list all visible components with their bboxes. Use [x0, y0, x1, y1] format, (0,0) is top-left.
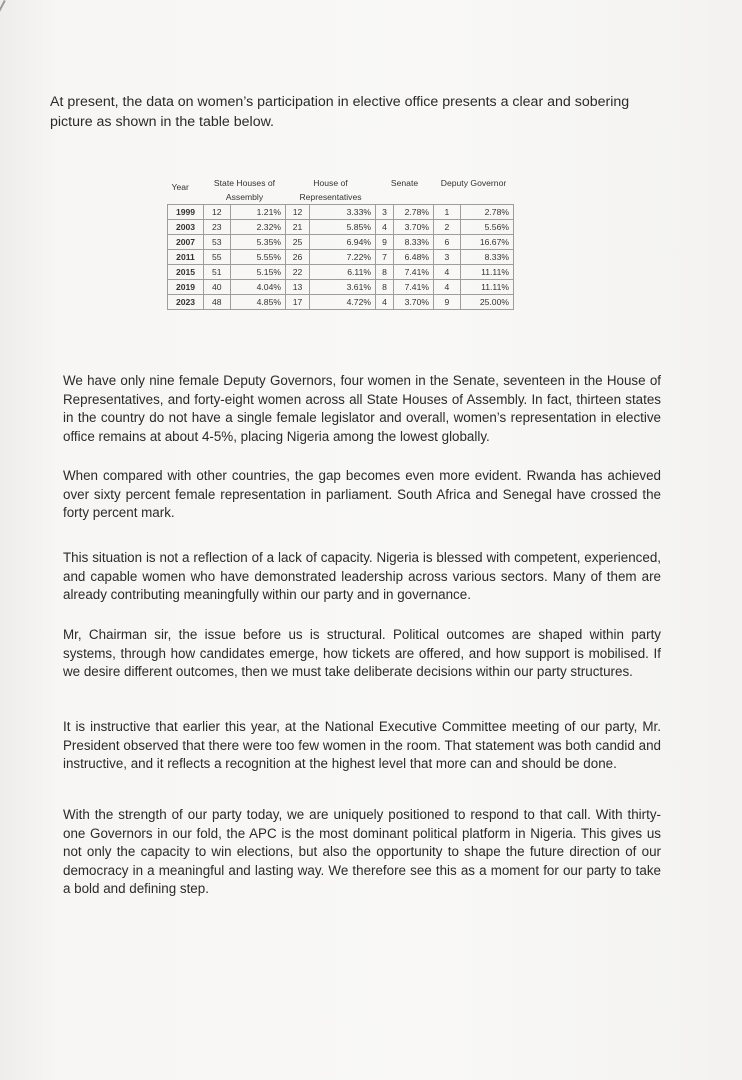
state-houses-count: 51 [204, 265, 231, 280]
senate-percent: 7.41% [394, 280, 434, 295]
house-reps-percent: 3.33% [310, 205, 376, 220]
house-reps-count: 21 [286, 220, 310, 235]
house-reps-percent: 6.94% [310, 235, 376, 250]
deputy-governor-percent: 11.11% [460, 280, 513, 295]
state-houses-percent: 1.21% [230, 205, 285, 220]
row-year: 1999 [168, 205, 204, 220]
state-houses-count: 53 [204, 235, 231, 250]
state-houses-count: 12 [204, 205, 231, 220]
state-houses-count: 55 [204, 250, 231, 265]
header-house-of-reps: House of Representatives [299, 178, 362, 202]
senate-percent: 7.41% [394, 265, 434, 280]
table-body [168, 205, 514, 310]
senate-count: 4 [376, 220, 394, 235]
state-houses-percent: 4.04% [230, 280, 285, 295]
deputy-governor-count: 9 [434, 295, 461, 310]
house-reps-percent: 6.11% [310, 265, 376, 280]
row-year: 2019 [168, 280, 204, 295]
table-row [168, 220, 514, 235]
deputy-governor-count: 3 [434, 250, 461, 265]
paragraph-4: Mr, Chairman sir, the issue before us is structural. Political outcomes are shaped within party systems, through how candidates emerge, how tickets are offered, and how support is mobilised. If we desire different outcomes, then we must take deliberate decisions within our party structures. [63, 627, 661, 679]
table-row [168, 235, 514, 250]
house-reps-count: 22 [286, 265, 310, 280]
header-state-houses: State Houses of Assembly [213, 178, 276, 202]
senate-count: 8 [376, 280, 394, 295]
paragraph-5: It is instructive that earlier this year, at the National Executive Committee meeting of our party, Mr. President observed that there were too few women in the room. That statement was both candid and instructive, and it reflects a recognition at the highest level that more can and should be done. [63, 719, 661, 771]
women-participation-table [167, 176, 514, 310]
table-row [168, 280, 514, 295]
house-reps-count: 26 [286, 250, 310, 265]
house-reps-percent: 3.61% [310, 280, 376, 295]
table-row [168, 295, 514, 310]
house-reps-count: 17 [286, 295, 310, 310]
table-row [168, 265, 514, 280]
intro-paragraph: At present, the data on women’s participation in elective office presents a clear and sobering picture as shown in the table below. [50, 94, 630, 130]
deputy-governor-percent: 25.00% [460, 295, 513, 310]
row-year: 2015 [168, 265, 204, 280]
page-fold-line [0, 0, 6, 72]
house-reps-percent: 7.22% [310, 250, 376, 265]
deputy-governor-percent: 5.56% [460, 220, 513, 235]
deputy-governor-count: 2 [434, 220, 461, 235]
deputy-governor-percent: 8.33% [460, 250, 513, 265]
state-houses-count: 23 [204, 220, 231, 235]
state-houses-count: 40 [204, 280, 231, 295]
deputy-governor-percent: 2.78% [460, 205, 513, 220]
table-row [168, 250, 514, 265]
house-reps-count: 12 [286, 205, 310, 220]
senate-percent: 3.70% [394, 220, 434, 235]
paragraph-6: With the strength of our party today, we are uniquely positioned to respond to that call. With thirty-one Governors in our fold, the APC is the most dominant political platform in Nigeria. This gives us not only the capacity to win elections, but also the opportunity to shape the future direction of our democracy in a meaningful and lasting way. We therefore see this as a moment for our party to take a bold and defining step. [63, 807, 661, 896]
senate-percent: 6.48% [394, 250, 434, 265]
senate-count: 3 [376, 205, 394, 220]
paragraph-1: We have only nine female Deputy Governors, four women in the Senate, seventeen in the House of Representatives, and forty-eight women across all State Houses of Assembly. In fact, thirteen states in the country do not have a single female legislator and overall, women’s representation in elective office remains at about 4-5%, placing Nigeria among the lowest globally. [63, 373, 661, 444]
table-row [168, 205, 514, 220]
header-senate: Senate [390, 178, 419, 188]
senate-percent: 3.70% [394, 295, 434, 310]
house-reps-percent: 5.85% [310, 220, 376, 235]
row-year: 2003 [168, 220, 204, 235]
paragraph-2: When compared with other countries, the gap becomes even more evident. Rwanda has achieved over sixty percent female representation in parliament. South Africa and Senegal have crossed the forty percent mark. [63, 468, 661, 520]
state-houses-percent: 5.15% [230, 265, 285, 280]
state-houses-percent: 5.35% [230, 235, 285, 250]
deputy-governor-percent: 11.11% [460, 265, 513, 280]
senate-percent: 8.33% [394, 235, 434, 250]
senate-count: 9 [376, 235, 394, 250]
paragraph-3: This situation is not a reflection of a lack of capacity. Nigeria is blessed with competent, experienced, and capable women who have demonstrated leadership across various sectors. Many of them are already contributing meaningfully within our party and in governance. [63, 550, 661, 602]
state-houses-percent: 5.55% [230, 250, 285, 265]
senate-count: 4 [376, 295, 394, 310]
header-deputy-governor: Deputy Governor [440, 178, 507, 188]
row-year: 2011 [168, 250, 204, 265]
house-reps-count: 25 [286, 235, 310, 250]
deputy-governor-count: 6 [434, 235, 461, 250]
senate-percent: 2.78% [394, 205, 434, 220]
state-houses-percent: 2.32% [230, 220, 285, 235]
state-houses-percent: 4.85% [230, 295, 285, 310]
deputy-governor-count: 4 [434, 280, 461, 295]
deputy-governor-percent: 16.67% [460, 235, 513, 250]
state-houses-count: 48 [204, 295, 231, 310]
deputy-governor-count: 4 [434, 265, 461, 280]
senate-count: 7 [376, 250, 394, 265]
house-reps-percent: 4.72% [310, 295, 376, 310]
header-year: Year [171, 182, 189, 192]
deputy-governor-count: 1 [434, 205, 461, 220]
house-reps-count: 13 [286, 280, 310, 295]
senate-count: 8 [376, 265, 394, 280]
row-year: 2007 [168, 235, 204, 250]
row-year: 2023 [168, 295, 204, 310]
